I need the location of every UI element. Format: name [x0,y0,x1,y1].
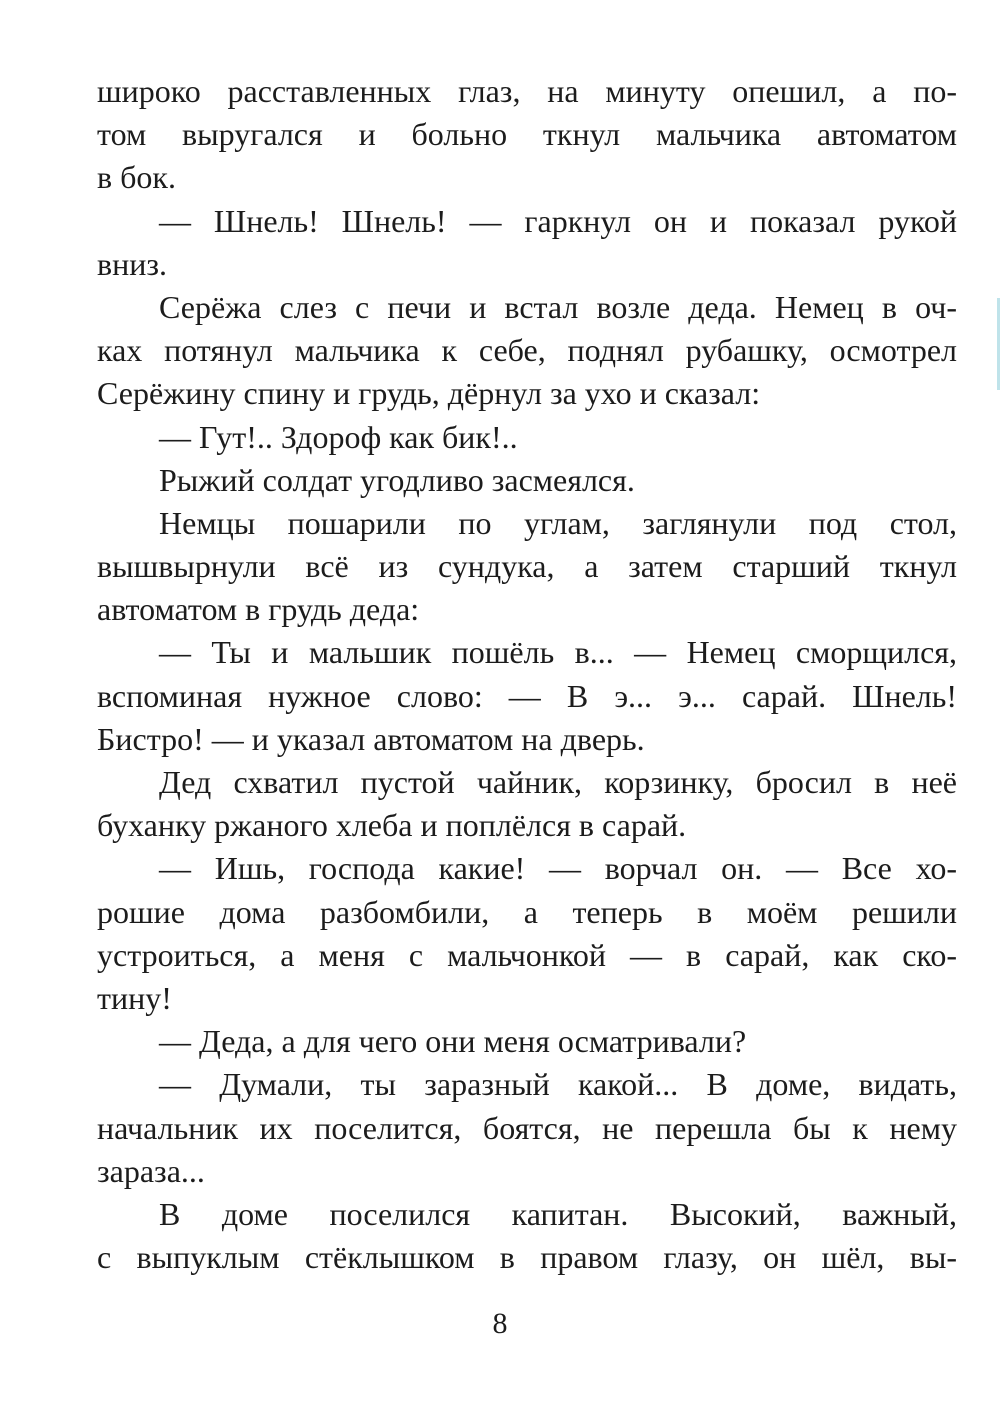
text-line: вспоминая нужное слово: — В э... э... сарай. Шнель! [97,677,957,714]
text-line: Немцы пошарили по углам, заглянули под стол, [159,504,957,541]
text-line: — Деда, а для чего они меня осматривали? [159,1023,747,1060]
text-line: — Ты и мальшик пошёль в... — Немец сморщился, [159,634,957,671]
text-line: устроиться, а меня с мальчонкой — в сарай, как ско- [97,936,957,973]
text-line: — Гут!.. Здороф как бик!.. [159,418,518,455]
text-line: Дед схватил пустой чайник, корзинку, бросил в неё [159,764,957,800]
text-line: автоматом в грудь деда: [97,591,420,628]
text-line: Бистро! — и указал автоматом на дверь. [97,720,645,757]
text-line: том выругался и больно ткнул мальчика автоматом [97,116,957,153]
text-line: — Думали, ты заразный какой... В доме, видать, [159,1066,957,1103]
page-number: 8 [492,1307,508,1340]
text-line: в бок. [97,159,176,196]
text-line: тину! [97,979,172,1016]
text-line: В доме поселился капитан. Высокий, важный, [159,1195,957,1232]
text-line: ках потянул мальчика к себе, поднял рубашку, осмотрел [97,332,957,369]
text-line: Серёжа слез с печи и встал возле деда. Немец в оч- [159,288,957,325]
body-text [97,70,957,1279]
text-line: зараза... [97,1152,205,1189]
text-line: вниз. [97,245,167,282]
text-line: с выпуклым стёклышком в правом глазу, он шёл, вы- [97,1239,957,1276]
text-line: Рыжий солдат угодливо засмеялся. [159,461,635,498]
text-line: вышвырнули всё из сундука, а затем старший ткнул [97,548,957,585]
text-line: — Ишь, господа какие! — ворчал он. — Все хо- [159,850,957,887]
text-line: — Шнель! Шнель! — гаркнул он и показал рукой [159,202,957,239]
text-line: буханку ржаного хлеба и поплёлся в сарай. [97,807,687,844]
text-line: рошие дома разбомбили, а теперь в моём решили [97,893,957,930]
text-line: начальник их поселится, боятся, не перешла бы к нему [97,1109,957,1146]
text-line: Серёжину спину и грудь, дёрнул за ухо и сказал: [97,375,761,412]
text-line: широко расставленных глаз, на минуту опешил, а по- [97,73,957,109]
